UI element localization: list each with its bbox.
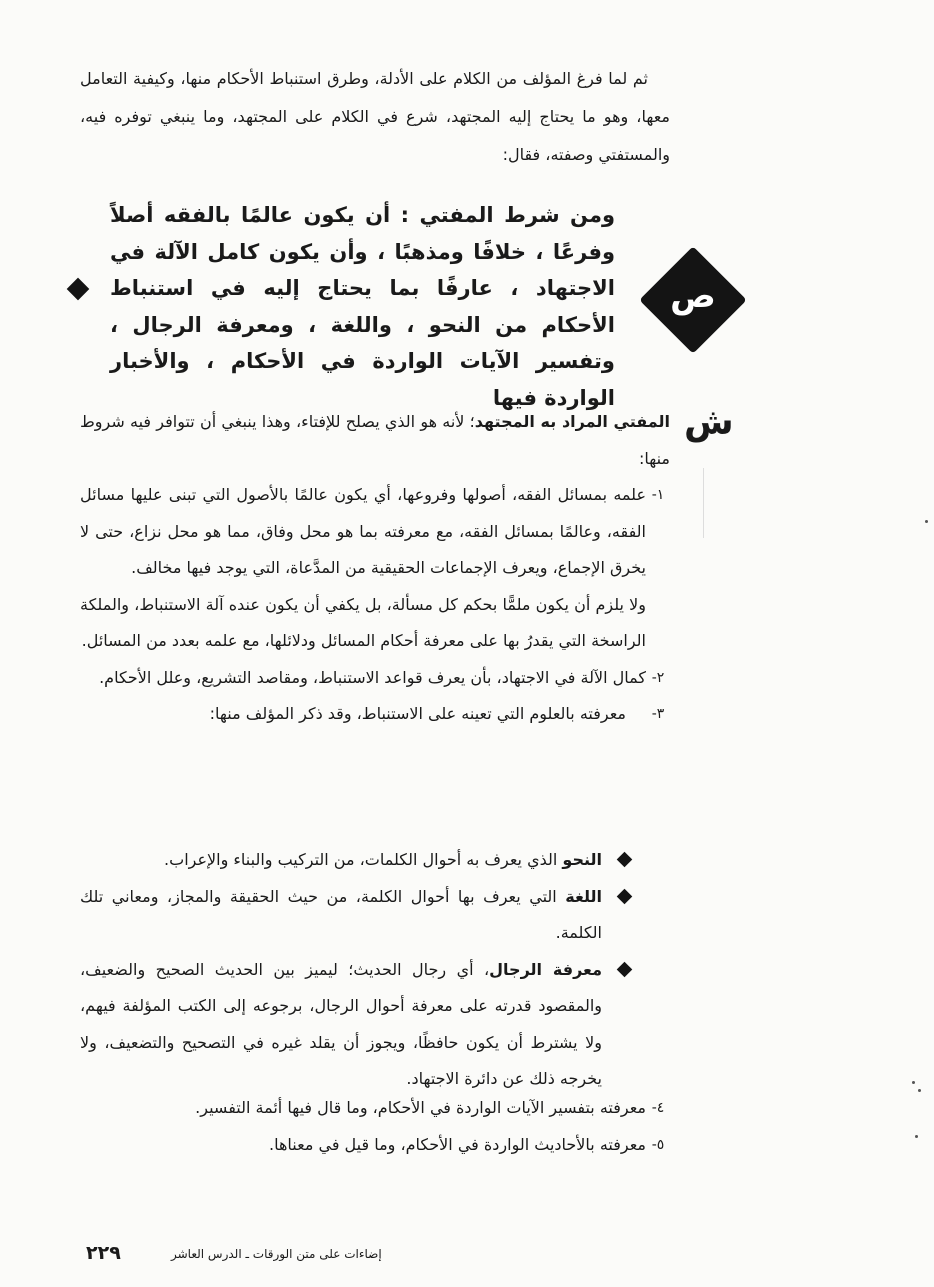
item-text: كمال الآلة في الاجتهاد، بأن يعرف قواعد الاستنباط، ومقاصد التشريع، وعلل الأحكام. xyxy=(99,667,646,687)
diamond-ornament-icon xyxy=(67,278,90,301)
bullet-item-rijal xyxy=(80,952,646,1098)
item-number: ٥- xyxy=(651,1136,665,1153)
matn-text-block xyxy=(110,197,615,416)
item-text: معرفته بتفسير الآيات الواردة في الأحكام، وما قال فيها أئمة التفسير. xyxy=(195,1098,646,1117)
item-number: ٣- xyxy=(651,706,665,722)
diamond-bullet-icon xyxy=(617,888,633,904)
sharh-opening-term: المفتي المراد به المجتهد xyxy=(474,412,670,431)
margin-rule xyxy=(703,468,704,538)
page-number: ٢٢٩ xyxy=(86,1242,121,1264)
scan-speck xyxy=(925,520,928,523)
list-item-3 xyxy=(80,696,670,733)
bullet-item-nahw xyxy=(80,842,646,879)
bullet-term: النحو xyxy=(562,850,602,869)
list-item-1 xyxy=(80,477,670,660)
running-title: إضاءات على متن الورقات ـ الدرس العاشر xyxy=(171,1247,382,1261)
scan-speck xyxy=(912,1081,915,1084)
bullet-item-lugha xyxy=(80,879,646,952)
item-number: ١- xyxy=(651,487,665,503)
bullet-term: اللغة xyxy=(565,886,602,906)
list-item-4 xyxy=(140,1090,670,1127)
bullet-text: الذي يعرف به أحوال الكلمات، من التركيب والبناء والإعراب. xyxy=(164,850,563,869)
item-extra-text: ولا يلزم أن يكون ملمًّا بحكم كل مسألة، بل يكفي أن يكون عنده آلة الاستنباط، والملكة الراسخة التي يقدرُ بها على معرفة أحكام المسائل ودلائلها، مع علمه بعدد من المسائل. xyxy=(80,594,646,650)
page-footer xyxy=(86,1242,446,1272)
item-text: علمه بمسائل الفقه، أصولها وفروعها، أي يكون عالمًا بالأصول التي تبنى عليها مسائل الفقه، وعالمًا بمسائل الفقه، مع معرفته بما هو محل وفاق، مما هو محل نزاع، حتى لا يخرق الإجماع، ويعرف الإجماعات الحقيقية من المدَّعاة، التي يوجد فيها مخالف. xyxy=(80,485,646,577)
sharh-block xyxy=(80,404,670,733)
diamond-bullet-icon xyxy=(617,852,633,868)
bullet-term: معرفة الرجال xyxy=(489,959,602,979)
item-text: معرفته بالأحاديث الواردة في الأحكام، وما قيل في معناها. xyxy=(269,1134,646,1154)
scan-speck xyxy=(915,1135,918,1138)
matn-text: ومن شرط المفتي : أن يكون عالمًا بالفقه أصلاً وفرعًا ، خلافًا ومذهبًا ، وأن يكون كامل الآلة في الاجتهاد ، عارفًا بما يحتاج إليه في استنباط الأحكام من النحو ، واللغة ، ومعرفة الرجال ، وتفسير الآيات الواردة في الأحكام ، والأخبار الواردة فيها xyxy=(110,203,615,410)
tail-list xyxy=(140,1090,670,1163)
item-number: ٤- xyxy=(651,1100,665,1116)
list-item-2 xyxy=(80,660,670,697)
intro-text: ثم لما فرغ المؤلف من الكلام على الأدلة، وطرق استنباط الأحكام منها، وكيفية التعامل معها، وهو ما يحتاج إليه المجتهد، شرع في الكلام على المجتهد، وما ينبغي توفره فيه، والمستفتي وصفته، فقال: xyxy=(80,69,670,164)
sharh-opening-rest: ؛ لأنه هو الذي يصلح للإفتاء، وهذا ينبغي أن تتوافر فيه شروط منها: xyxy=(80,412,670,468)
matn-marker-badge xyxy=(640,247,746,353)
item-text: معرفته بالعلوم التي تعينه على الاستنباط، وقد ذكر المؤلف منها: xyxy=(209,704,626,723)
sharh-marker: ش xyxy=(684,402,734,443)
matn-marker-label: ص xyxy=(670,276,716,316)
sharh-opening xyxy=(80,404,670,477)
bullet-list xyxy=(80,842,646,1098)
item-number: ٢- xyxy=(651,669,665,686)
scan-speck xyxy=(918,1089,921,1092)
diamond-bullet-icon xyxy=(617,961,633,977)
list-item-5 xyxy=(140,1127,670,1164)
bullet-text: ، أي رجال الحديث؛ ليميز بين الحديث الصحيح والضعيف، والمقصود قدرته على معرفة أحوال الرجال، برجوعه إلى الكتب المؤلفة فيهم، ولا يشترط أن يكون حافظًا، ويجوز أن يقلد غيره في التصحيح والتضعيف، ولا يخرجه ذلك عن دائرة الاجتهاد. xyxy=(80,959,602,1088)
intro-paragraph xyxy=(80,60,670,174)
bullet-text: التي يعرف بها أحوال الكلمة، من حيث الحقيقة والمجاز، ومعاني تلك الكلمة. xyxy=(80,886,602,942)
